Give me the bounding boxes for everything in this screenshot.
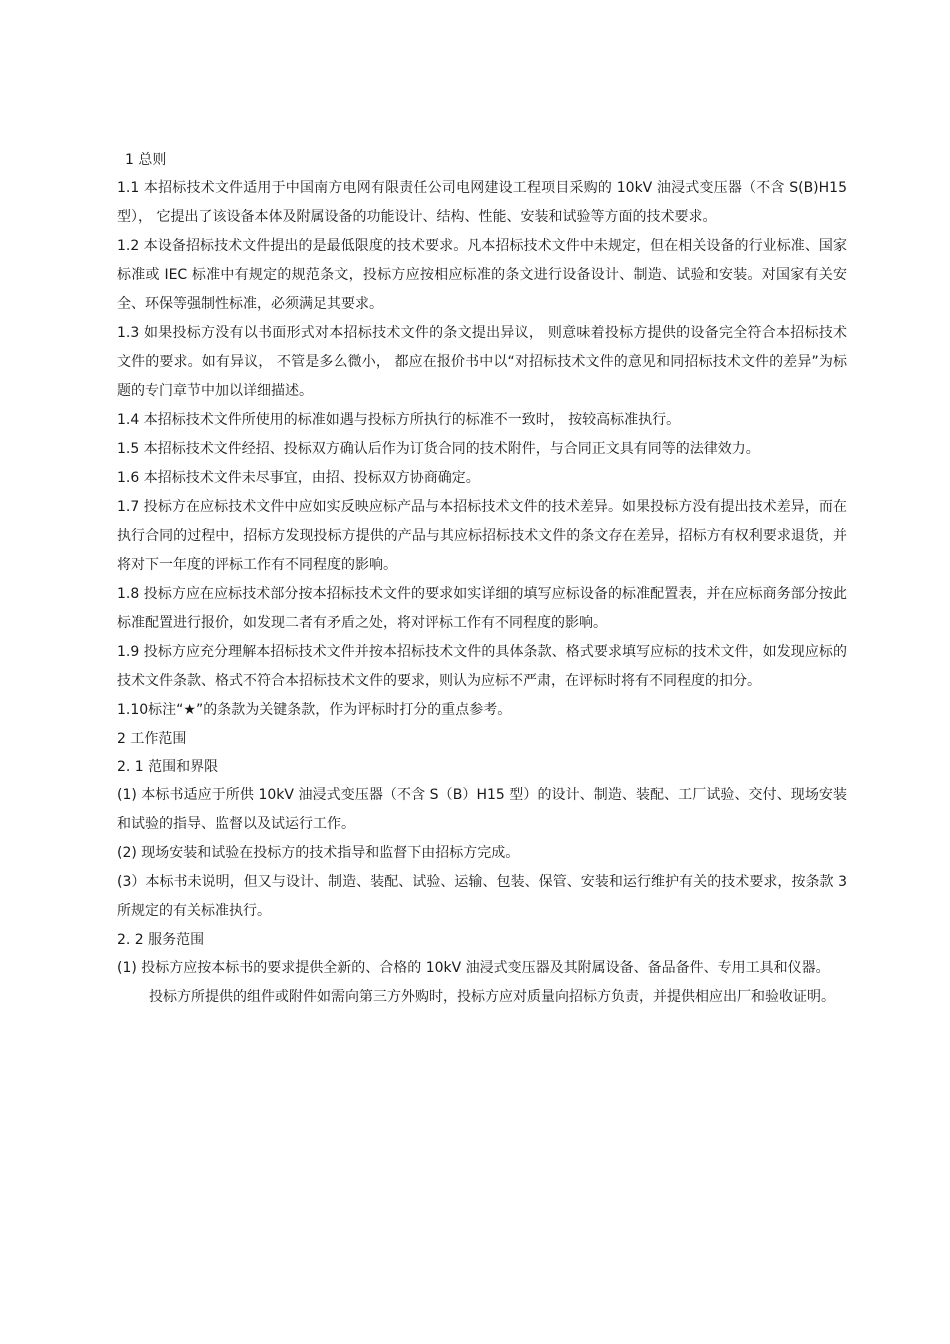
clause-1-1: 1.1 本招标技术文件适用于中国南方电网有限责任公司电网建设工程项目采购的 10kV 油浸式变压器（不含 S(B)H15 型）， 它提出了该设备本体及附属设备的功能设计、结构、性能、安装和试验等方面的技术要求。 [117, 180, 847, 225]
section-1-heading: 1 总则 [125, 152, 167, 168]
clause-1-3: 1.3 如果投标方没有以书面形式对本招标技术文件的条文提出异议， 则意味着投标方提供的设备完全符合本招标技术文件的要求。如有异议， 不管是多么微小， 都应在报价书中以“对招标技术文件的意见和同招标技术文件的差异”为标题的专门章节中加以详细描述。 [117, 325, 847, 399]
clause-2-2-item-1: (1) 投标方应按本标书的要求提供全新的、合格的 10kV 油浸式变压器及其附属设备、备品备件、专用工具和仪器。 [117, 960, 830, 976]
clause-1-10: 1.10标注“★”的条款为关键条款，作为评标时打分的重点参考。 [117, 702, 512, 718]
clause-1-2: 1.2 本设备招标技术文件提出的是最低限度的技术要求。凡本招标技术文件中未规定，但在相关设备的行业标准、国家标准或 IEC 标准中有规定的规范条文，投标方应按相应标准的条文进行设备设计、制造、试验和安装。对国家有关安全、环保等强制性标准，必须满足其要求。 [117, 238, 847, 312]
section-2-2-heading: 2. 2 服务范围 [117, 932, 205, 948]
clause-1-5: 1.5 本招标技术文件经招、投标双方确认后作为订货合同的技术附件，与合同正文具有同等的法律效力。 [117, 441, 760, 457]
clause-1-8: 1.8 投标方应在应标技术部分按本招标技术文件的要求如实详细的填写应标设备的标准配置表，并在应标商务部分按此标准配置进行报价，如发现二者有矛盾之处，将对评标工作有不同程度的影响。 [117, 586, 847, 631]
section-2-1-heading: 2. 1 范围和界限 [117, 759, 219, 775]
clause-1-7: 1.7 投标方在应标技术文件中应如实反映应标产品与本招标技术文件的技术差异。如果投标方没有提出技术差异，而在执行合同的过程中，招标方发现投标方提供的产品与其应标招标技术文件的条文存在差异，招标方有权利要求退货，并将对下一年度的评标工作有不同程度的影响。 [117, 499, 847, 573]
clause-2-2-note: 投标方所提供的组件或附件如需向第三方外购时，投标方应对质量向招标方负责，并提供相应出厂和验收证明。 [149, 989, 835, 1005]
clause-1-6: 1.6 本招标技术文件未尽事宜，由招、投标双方协商确定。 [117, 470, 480, 486]
clause-2-1-item-2: (2) 现场安装和试验在投标方的技术指导和监督下由招标方完成。 [117, 845, 520, 861]
clause-1-4: 1.4 本招标技术文件所使用的标准如遇与投标方所执行的标准不一致时， 按较高标准执行。 [117, 412, 681, 428]
section-2-heading: 2 工作范围 [117, 731, 187, 747]
document-body [117, 146, 847, 1012]
clause-2-1-item-3: (3）本标书未说明，但又与设计、制造、装配、试验、运输、包装、保管、安装和运行维护有关的技术要求，按条款 3 所规定的有关标准执行。 [117, 874, 847, 919]
clause-1-9: 1.9 投标方应充分理解本招标技术文件并按本招标技术文件的具体条款、格式要求填写应标的技术文件，如发现应标的技术文件条款、格式不符合本招标技术文件的要求，则认为应标不严肃，在评标时将有不同程度的扣分。 [117, 644, 847, 689]
clause-2-1-item-1: (1) 本标书适应于所供 10kV 油浸式变压器（不含 S（B）H15 型）的设计、制造、装配、工厂试验、交付、现场安装和试验的指导、监督以及试运行工作。 [117, 787, 847, 832]
